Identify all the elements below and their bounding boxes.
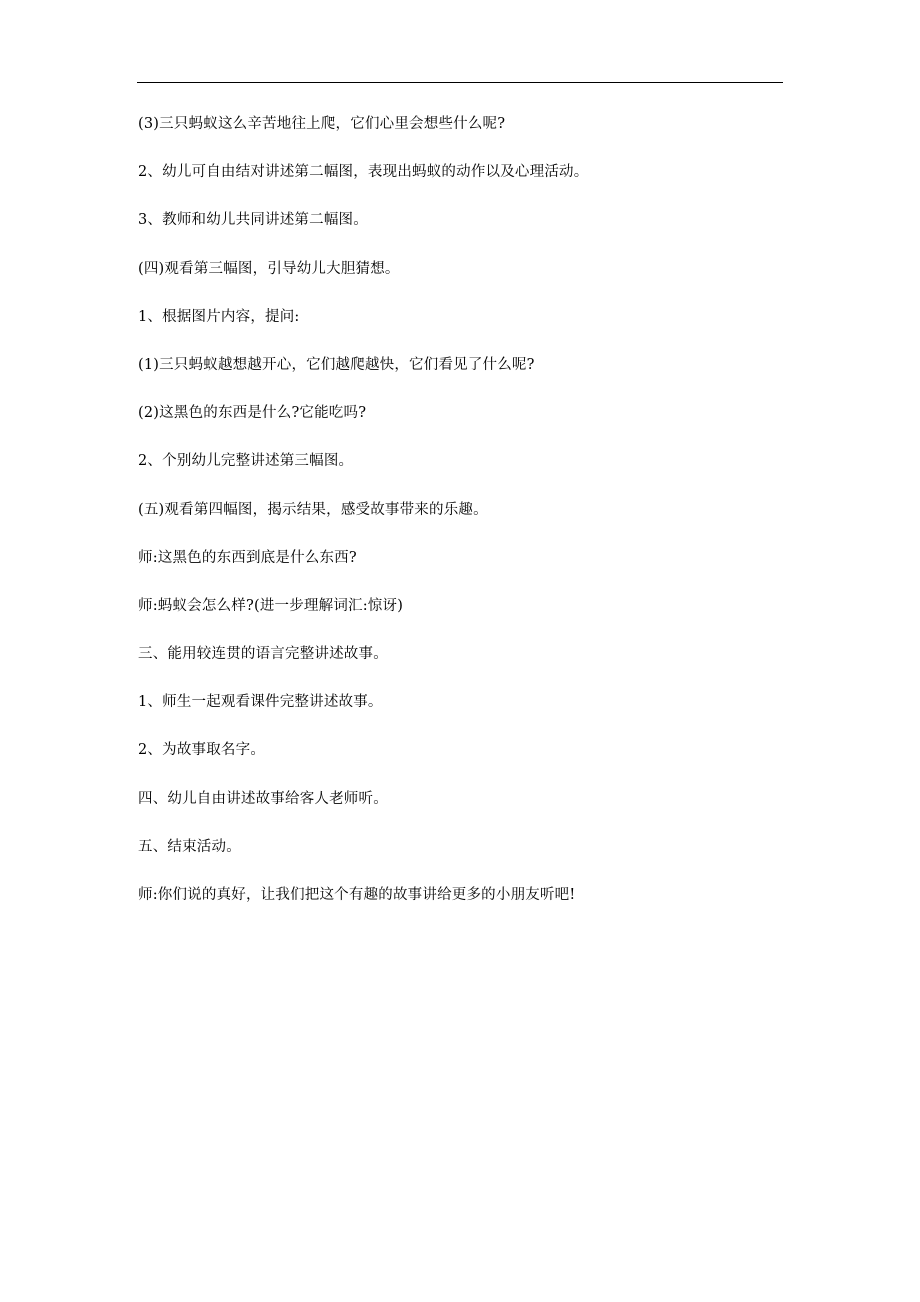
paragraph: 1、根据图片内容，提问: [138,308,300,325]
paragraph: 2、为故事取名字。 [138,742,266,759]
paragraph: 四、幼儿自由讲述故事给客人老师听。 [138,790,388,807]
paragraph: 师:你们说的真好，让我们把这个有趣的故事讲给更多的小朋友听吧! [138,887,576,903]
paragraph: (四)观看第三幅图，引导幼儿大胆猜想。 [138,260,400,277]
paragraph: 3、教师和幼儿共同讲述第二幅图。 [138,212,368,229]
paragraph: 2、幼儿可自由结对讲述第二幅图，表现出蚂蚁的动作以及心理活动。 [138,164,589,181]
paragraph: (五)观看第四幅图，揭示结果，感受故事带来的乐趣。 [138,501,488,518]
paragraph: (2)这黑色的东西是什么?它能吃吗? [138,405,367,422]
header-rule [137,82,783,83]
paragraph: 五、结束活动。 [138,838,241,855]
document-body [138,109,778,928]
paragraph: 2、个别幼儿完整讲述第三幅图。 [138,453,354,470]
paragraph: 1、师生一起观看课件完整讲述故事。 [138,694,383,711]
paragraph: (1)三只蚂蚁越想越开心，它们越爬越快，它们看见了什么呢? [138,356,535,373]
paragraph: 师:这黑色的东西到底是什么东西? [138,549,357,566]
paragraph: 师:蚂蚁会怎么样?(进一步理解词汇:惊讶) [138,597,404,614]
paragraph: (3)三只蚂蚁这么辛苦地往上爬，它们心里会想些什么呢? [138,116,506,132]
paragraph: 三、能用较连贯的语言完整讲述故事。 [138,646,388,663]
